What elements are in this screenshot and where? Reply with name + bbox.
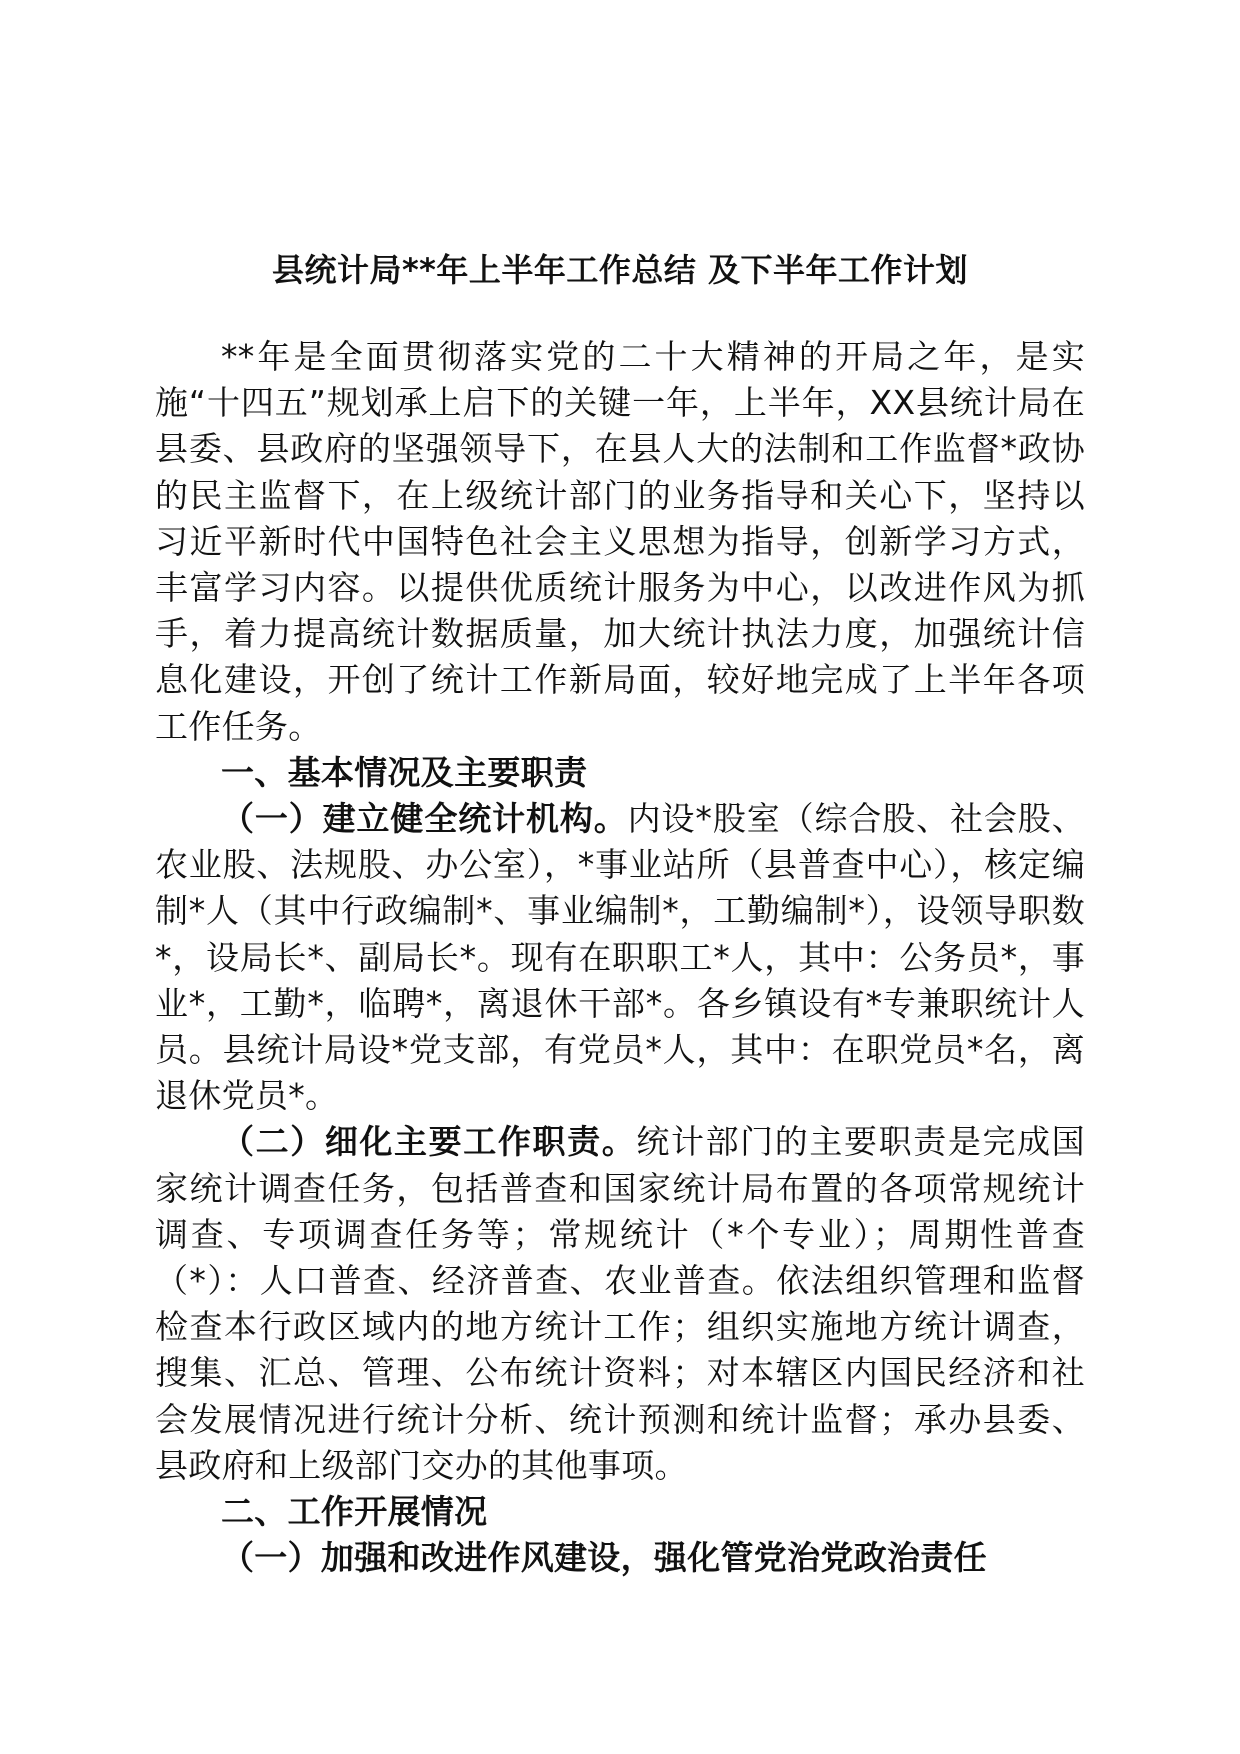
section-1-sub-2-text: 统计部门的主要职责是完成国家统计调查任务，包括普查和国家统计局布置的各项常规统计调查、专项调查任务等；常规统计（*个专业）；周期性普查（*）：人口普查、经济普查、农业普查。依法组织管理和监督检查本行政区域内的地方统计工作；组织实施地方统计调查，搜集、汇总、管理、公布统计资料；对本辖区内国民经济和社会发展情况进行统计分析、统计预测和统计监督；承办县委、县政府和上级部门交办的其他事项。 (155, 1122, 1085, 1485)
document-body (155, 334, 1085, 1581)
section-2-heading: 二、工作开展情况 (221, 1492, 488, 1532)
document-title: 县统计局**年上半年工作总结 及下半年工作计划 (271, 251, 969, 289)
section-1-heading: 一、基本情况及主要职责 (221, 752, 588, 792)
section-2-sub-1-heading: （一）加强和改进作风建设，强化管党治党政治责任 (221, 1538, 987, 1578)
section-1-sub-2-lead: （二）细化主要工作职责。 (221, 1122, 637, 1162)
section-1-sub-1-lead: （一）建立健全统计机构。 (221, 799, 628, 839)
section-1-sub-1-text: 内设*股室（综合股、社会股、农业股、法规股、办公室），*事业站所（县普查中心），核定编制*人（其中行政编制*、事业编制*，工勤编制*），设领导职数*，设局长*、副局长*。现有在职职工*人，其中：公务员*，事业*，工勤*，临聘*，离退休干部*。各乡镇设有*专兼职统计人员。县统计局设*党支部，有党员*人，其中：在职党员*名，离退休党员*。 (155, 799, 1085, 1116)
section-1-sub-1-paragraph (155, 796, 1085, 1119)
intro-paragraph: **年是全面贯彻落实党的二十大精神的开局之年，是实施“十四五”规划承上启下的关键一年，上半年，XX县统计局在县委、县政府的坚强领导下，在县人大的法制和工作监督*政协的民主监督下，在上级统计部门的业务指导和关心下，坚持以习近平新时代中国特色社会主义思想为指导，创新学习方式，丰富学习内容。以提供优质统计服务为中心，以改进作风为抓手，着力提高统计数据质量，加大统计执法力度，加强统计信息化建设，开创了统计工作新局面，较好地完成了上半年各项工作任务。 (155, 337, 1085, 746)
section-1-sub-2-paragraph (155, 1119, 1085, 1489)
